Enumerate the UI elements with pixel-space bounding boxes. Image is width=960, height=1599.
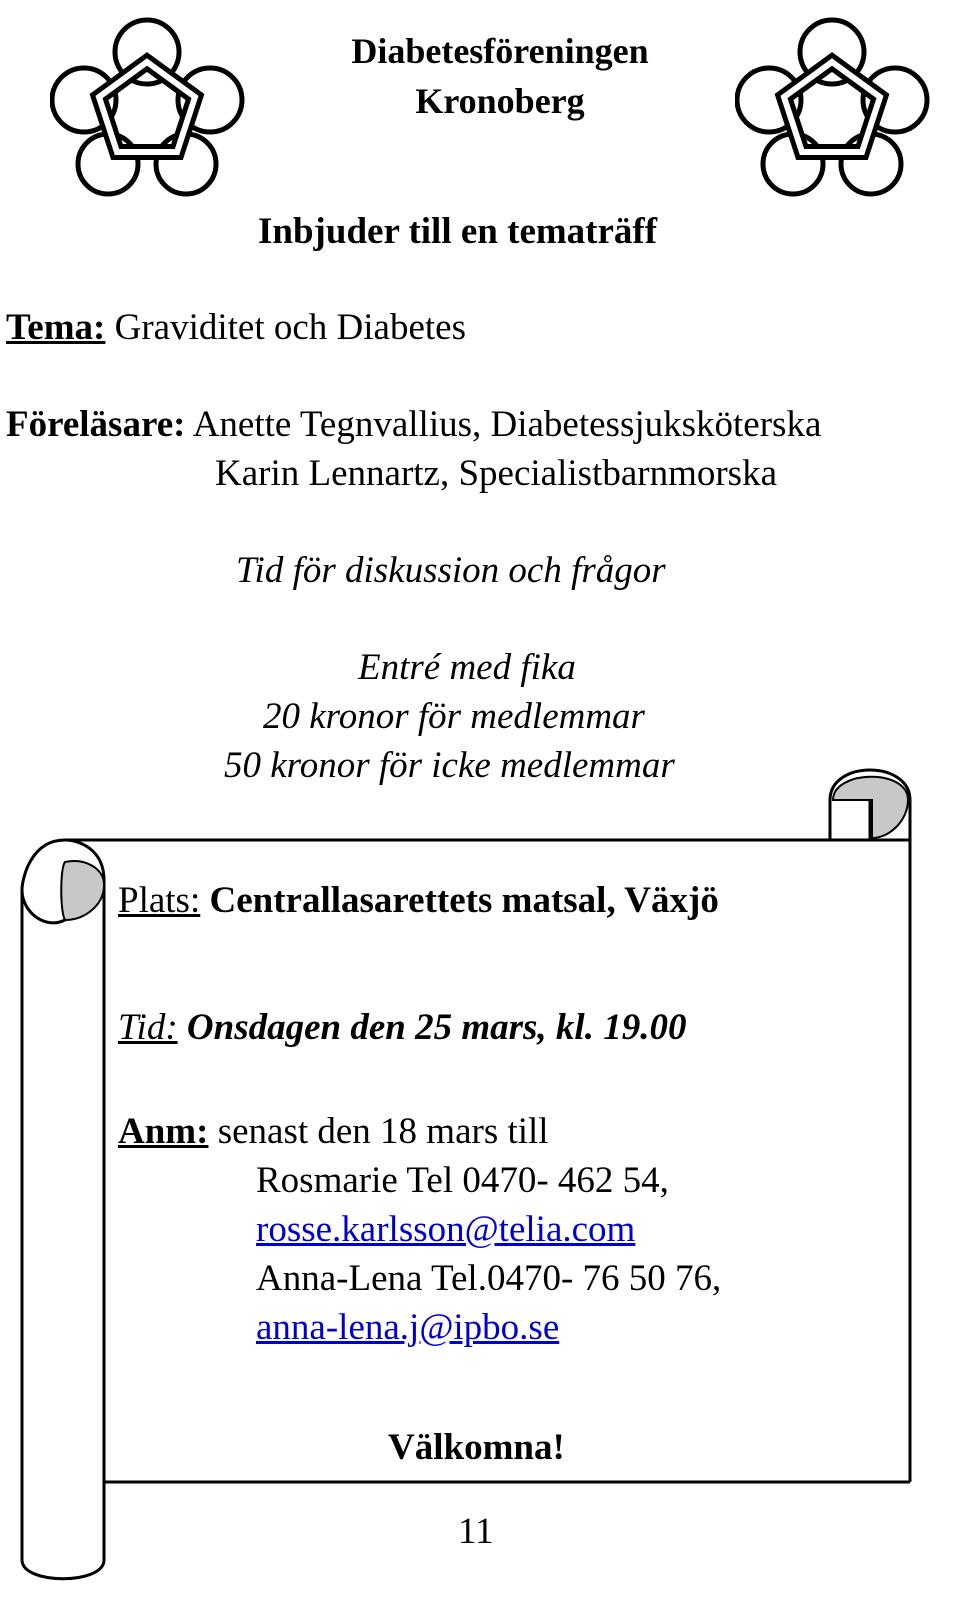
discussion-text: Tid för diskussion och frågor — [236, 550, 666, 591]
email-link-1[interactable]: rosse.karlsson@telia.com — [256, 1209, 636, 1250]
entry-line-1: Entré med fika — [358, 647, 576, 688]
note-label: Anm: — [118, 1111, 209, 1152]
org-name-line2: Kronoberg — [415, 81, 585, 121]
org-name-line1: Diabetesföreningen — [351, 31, 649, 71]
entry-line-2: 20 kronor för medlemmar — [263, 696, 645, 737]
entry-line-3: 50 kronor för icke medlemmar — [224, 745, 675, 786]
time-value: Onsdagen den 25 mars, kl. 19.00 — [186, 1007, 687, 1048]
place-label: Plats: — [118, 880, 201, 921]
time-label: Tid: — [118, 1007, 178, 1048]
theme-label: Tema: — [6, 307, 106, 348]
page-number: 11 — [458, 1511, 494, 1552]
speaker-1: Anette Tegnvallius, Diabetessjuksköterska — [192, 404, 822, 445]
email-link-2[interactable]: anna-lena.j@ipbo.se — [256, 1307, 560, 1348]
speaker-2: Karin Lennartz, Specialistbarnmorska — [215, 453, 777, 494]
note-line — [118, 1110, 549, 1153]
note-text: senast den 18 mars till — [217, 1111, 549, 1152]
time-line — [118, 1006, 686, 1049]
welcome-text: Välkomna! — [388, 1427, 565, 1468]
contact-2: Anna-Lena Tel.0470- 76 50 76, — [256, 1258, 722, 1299]
theme-value: Graviditet och Diabetes — [114, 307, 466, 348]
invite-heading: Inbjuder till en tematräff — [258, 211, 658, 252]
speakers-label: Föreläsare: — [6, 404, 186, 445]
place-line — [118, 879, 719, 922]
contact-1: Rosmarie Tel 0470- 462 54, — [256, 1160, 669, 1201]
place-value: Centrallasarettets matsal, Växjö — [209, 880, 719, 921]
